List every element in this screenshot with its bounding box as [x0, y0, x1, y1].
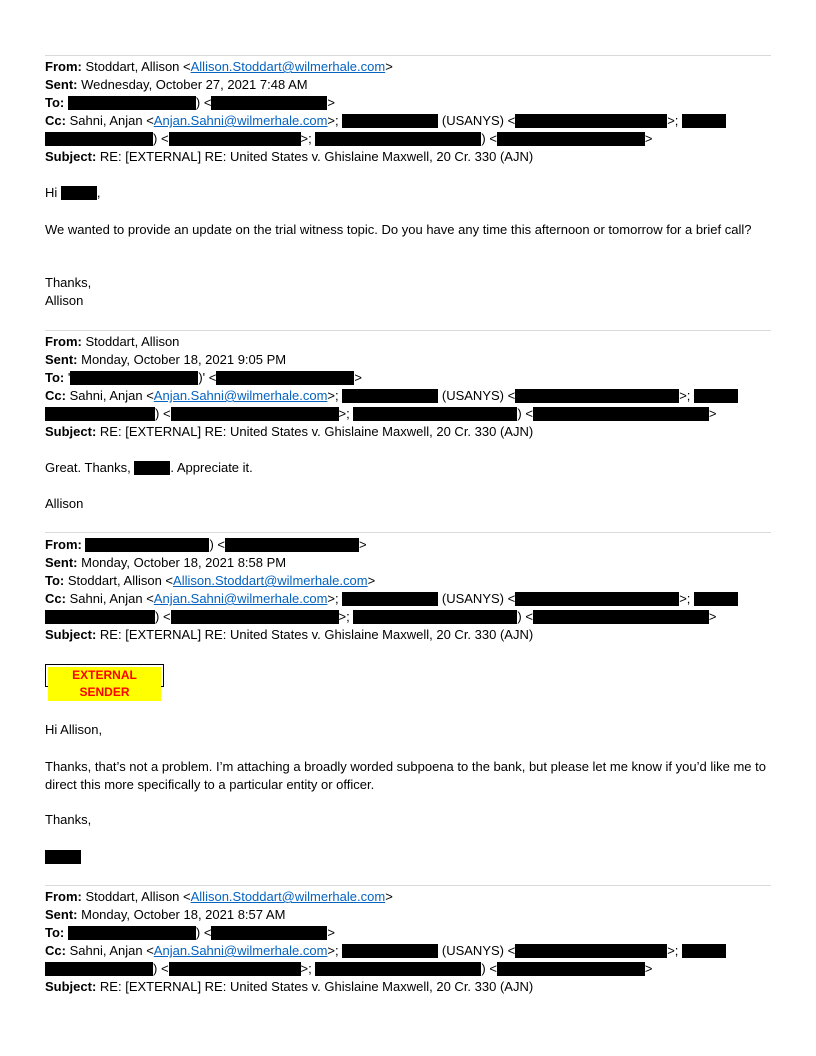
cc-line-continued: ) < >; ) < >	[45, 406, 717, 422]
from-line	[45, 334, 179, 350]
separator-line	[45, 532, 771, 533]
redaction-block	[68, 96, 196, 110]
sent-label: Sent:	[45, 555, 78, 570]
redaction-block	[45, 407, 155, 421]
subject-text: RE: [EXTERNAL] RE: United States v. Ghislaine Maxwell, 20 Cr. 330 (AJN)	[99, 627, 534, 642]
redaction-block	[342, 944, 438, 958]
email-body: Great. Thanks, . Appreciate it.	[45, 460, 253, 475]
cc-label: Cc:	[45, 591, 66, 606]
redaction-block	[211, 96, 327, 110]
to-label: To:	[45, 925, 65, 940]
cc-line-continued: ) < >; ) < >	[45, 131, 653, 147]
greeting: Hi Allison,	[45, 722, 103, 737]
redaction-block	[515, 114, 667, 128]
redaction-block	[45, 850, 81, 864]
cc-line: Cc: Sahni, Anjan <Anjan.Sahni@wilmerhale.com>; (USANYS) < >;	[45, 943, 726, 959]
separator-line	[45, 330, 771, 331]
signature: Allison	[45, 496, 84, 511]
redaction-block	[171, 610, 339, 624]
redaction-block	[225, 538, 359, 552]
subject-label: Subject:	[45, 149, 97, 164]
to-line: To: ) < >	[45, 925, 336, 940]
sent-label: Sent:	[45, 907, 78, 922]
redaction-block	[134, 461, 170, 475]
cc-line: Cc: Sahni, Anjan <Anjan.Sahni@wilmerhale.com>; (USANYS) < >;	[45, 388, 738, 404]
redaction-block	[211, 926, 327, 940]
cc-label: Cc:	[45, 388, 66, 403]
redaction-block	[694, 389, 738, 403]
redaction-block	[85, 538, 209, 552]
subject-text: RE: [EXTERNAL] RE: United States v. Ghislaine Maxwell, 20 Cr. 330 (AJN)	[99, 424, 534, 439]
from-label: From:	[45, 334, 82, 349]
redaction-block	[171, 407, 339, 421]
sent-line	[45, 555, 286, 571]
to-label: To:	[45, 370, 65, 385]
redaction-block	[315, 132, 481, 146]
signature: Allison	[45, 293, 84, 308]
redaction-block	[515, 389, 679, 403]
cc-label: Cc:	[45, 113, 66, 128]
from-label: From:	[45, 889, 82, 904]
subject-line	[45, 979, 533, 995]
subject-text: RE: [EXTERNAL] RE: United States v. Ghislaine Maxwell, 20 Cr. 330 (AJN)	[99, 979, 534, 994]
to-line: To: ' )' < >	[45, 370, 362, 385]
cc-line: Cc: Sahni, Anjan <Anjan.Sahni@wilmerhale.com>; (USANYS) < >;	[45, 591, 738, 607]
redaction-block	[342, 114, 438, 128]
to-line: To: ) < >	[45, 95, 336, 110]
redaction-block	[68, 926, 196, 940]
cc-email-link[interactable]: Anjan.Sahni@wilmerhale.com	[153, 388, 328, 403]
sent-date: Monday, October 18, 2021 8:57 AM	[81, 907, 286, 922]
signature-redacted	[45, 849, 81, 865]
subject-label: Subject:	[45, 424, 97, 439]
redaction-block	[497, 132, 645, 146]
redaction-block	[682, 114, 726, 128]
redaction-block	[694, 592, 738, 606]
closing: Thanks,	[45, 812, 92, 827]
from-line: From: Stoddart, Allison <Allison.Stoddart@wilmerhale.com>	[45, 889, 393, 904]
from-name: Stoddart, Allison <	[85, 59, 191, 74]
redaction-block	[533, 407, 709, 421]
to-name: Stoddart, Allison <	[67, 573, 174, 588]
sent-line	[45, 352, 286, 368]
sent-label: Sent:	[45, 352, 78, 367]
redaction-block	[682, 944, 726, 958]
redaction-block	[45, 962, 153, 976]
cc-label: Cc:	[45, 943, 66, 958]
from-email-link[interactable]: Allison.Stoddart@wilmerhale.com	[190, 59, 386, 74]
cc-name: Sahni, Anjan <	[69, 388, 154, 403]
redaction-block	[342, 592, 438, 606]
from-name: Stoddart, Allison <	[85, 889, 191, 904]
subject-label: Subject:	[45, 627, 97, 642]
redaction-block	[45, 132, 153, 146]
email-body: We wanted to provide an update on the trial witness topic. Do you have any time this afternoon or tomorrow for a brief call?	[45, 222, 752, 237]
separator-line	[45, 885, 771, 886]
redaction-block	[533, 610, 709, 624]
from-label: From:	[45, 537, 82, 552]
to-label: To:	[45, 573, 65, 588]
from-line: From: Stoddart, Allison <Allison.Stoddart@wilmerhale.com>	[45, 59, 393, 74]
to-line: To: Stoddart, Allison <Allison.Stoddart@wilmerhale.com>	[45, 573, 376, 588]
cc-name: Sahni, Anjan <	[69, 113, 154, 128]
redaction-block	[45, 610, 155, 624]
cc-line-continued: ) < >; ) < >	[45, 609, 717, 625]
from-email-link[interactable]: Allison.Stoddart@wilmerhale.com	[190, 889, 386, 904]
subject-text: RE: [EXTERNAL] RE: United States v. Ghislaine Maxwell, 20 Cr. 330 (AJN)	[99, 149, 534, 164]
sent-label: Sent:	[45, 77, 78, 92]
redaction-block	[216, 371, 354, 385]
sent-date: Wednesday, October 27, 2021 7:48 AM	[81, 77, 308, 92]
cc-email-link[interactable]: Anjan.Sahni@wilmerhale.com	[153, 943, 328, 958]
to-email-link[interactable]: Allison.Stoddart@wilmerhale.com	[173, 573, 368, 588]
from-name: Stoddart, Allison	[85, 334, 180, 349]
cc-line-continued: ) < >; ) < >	[45, 961, 653, 977]
cc-name: Sahni, Anjan <	[69, 943, 154, 958]
cc-line: Cc: Sahni, Anjan <Anjan.Sahni@wilmerhale.com>; (USANYS) < >;	[45, 113, 726, 129]
redaction-block	[70, 371, 198, 385]
separator-line	[45, 55, 771, 56]
redaction-block	[353, 407, 517, 421]
redaction-block	[169, 962, 301, 976]
cc-name: Sahni, Anjan <	[69, 591, 154, 606]
sent-date: Monday, October 18, 2021 8:58 PM	[81, 555, 287, 570]
redaction-block	[497, 962, 645, 976]
from-label: From:	[45, 59, 82, 74]
sent-line	[45, 907, 285, 923]
redaction-block	[169, 132, 301, 146]
subject-line	[45, 627, 533, 643]
subject-line	[45, 149, 533, 165]
closing: Thanks,	[45, 275, 92, 290]
greeting: Hi ,	[45, 185, 101, 200]
subject-label: Subject:	[45, 979, 97, 994]
cc-email-link[interactable]: Anjan.Sahni@wilmerhale.com	[153, 113, 328, 128]
sent-line	[45, 77, 308, 93]
sent-date: Monday, October 18, 2021 9:05 PM	[81, 352, 287, 367]
cc-email-link[interactable]: Anjan.Sahni@wilmerhale.com	[153, 591, 328, 606]
to-label: To:	[45, 95, 65, 110]
external-sender-badge: EXTERNAL SENDER	[45, 664, 164, 687]
redaction-block	[515, 944, 667, 958]
redaction-block	[315, 962, 481, 976]
redaction-block	[515, 592, 679, 606]
email-body: Thanks, that’s not a problem. I’m attaching a broadly worded subpoena to the bank, but please let me know if you’d like me to direct this more specifically to a particular entity or officer.	[45, 759, 766, 792]
redaction-block	[61, 186, 97, 200]
redaction-block	[353, 610, 517, 624]
redaction-block	[342, 389, 438, 403]
subject-line	[45, 424, 533, 440]
from-line: From: ) < >	[45, 537, 367, 552]
